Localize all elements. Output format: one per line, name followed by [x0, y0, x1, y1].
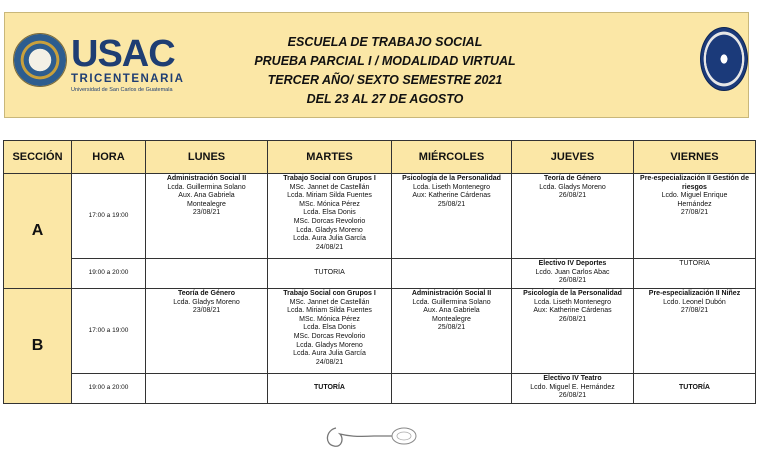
school-emblem-icon — [700, 27, 748, 91]
cell-line: Lcdo. Miguel Enrique — [661, 192, 728, 200]
cell-date: 24/08/21 — [315, 358, 344, 366]
col-seccion: SECCIÓN — [4, 141, 72, 174]
cell-date: 27/08/21 — [680, 307, 709, 315]
cell-a-jueves — [512, 174, 634, 259]
schedule-table — [3, 140, 756, 404]
cell-line: Lcda. Gladys Moreno — [296, 226, 363, 234]
title-line-3: TERCER AÑO/ SEXTO SEMESTRE 2021 — [267, 73, 503, 87]
cell-line: Aux. Ana Gabriela — [178, 192, 235, 200]
cell-date: 23/08/21 — [192, 209, 221, 217]
cell-line: Lcdo. Miguel E. Hernández — [530, 383, 615, 391]
course-title: Psicología de la Personalidad — [402, 175, 501, 182]
cell-date: 26/08/21 — [558, 392, 587, 400]
course-title: Teoría de Género — [543, 175, 602, 182]
section-b-label: B — [4, 289, 72, 404]
document-title — [215, 33, 555, 109]
header-banner — [4, 12, 749, 118]
cell-line: Lcda. Guillermina Solano — [412, 298, 491, 306]
cell-line: Aux: Katherine Cárdenas — [533, 307, 612, 315]
tutoria-cell: TUTORIA — [268, 259, 392, 289]
col-martes: MARTES — [268, 141, 392, 174]
cell-date: 26/08/21 — [558, 315, 587, 323]
cell-empty — [392, 259, 512, 289]
cell-b-jueves — [512, 289, 634, 374]
col-hora: HORA — [72, 141, 146, 174]
course-title: Administración Social II — [166, 175, 247, 182]
cell-a-lunes — [146, 174, 268, 259]
cell-line: Montealegre — [187, 200, 226, 208]
col-lunes: LUNES — [146, 141, 268, 174]
cell-b-miercoles — [392, 289, 512, 374]
cell-date: 23/08/21 — [192, 307, 221, 315]
cell-b-martes — [268, 289, 392, 374]
table-header-row — [4, 141, 756, 174]
tutoria-cell: TUTORÍA — [268, 374, 392, 404]
course-title: Administración Social II — [411, 290, 492, 297]
cell-line: Lcda. Miriam Silda Fuentes — [287, 307, 372, 315]
cell-line: Lcda. Gladys Moreno — [296, 341, 363, 349]
cell-line: MSc. Dorcas Revolorio — [293, 217, 366, 225]
cell-date: 26/08/21 — [558, 277, 587, 285]
title-line-4: DEL 23 AL 27 DE AGOSTO — [306, 92, 464, 106]
cell-line: Lcda. Liseth Montenegro — [412, 183, 491, 191]
hour-cell: 19:00 a 20:00 — [72, 374, 146, 404]
course-title: Psicología de la Personalidad — [523, 290, 622, 297]
cell-line: Lcda. Aura Julia García — [293, 235, 366, 243]
cell-line: Lcdo. Leonel Dubón — [663, 298, 726, 306]
cell-line: MSc. Mónica Pérez — [299, 200, 360, 208]
tutoria-cell: TUTORIA — [634, 259, 756, 289]
cell-a-jueves-electivo — [512, 259, 634, 289]
section-a-label: A — [4, 174, 72, 289]
cell-empty — [146, 374, 268, 404]
cell-line: Lcda. Gladys Moreno — [539, 183, 606, 191]
cell-line: Hernández — [677, 200, 712, 208]
cell-line: Lcda. Miriam Silda Fuentes — [287, 192, 372, 200]
course-title: Electivo IV Teatro — [543, 375, 602, 382]
cell-empty — [392, 374, 512, 404]
cell-line: MSc. Jannet de Castellán — [289, 183, 370, 191]
cell-line: Lcda. Elsa Donis — [303, 324, 356, 332]
cell-line: MSc. Dorcas Revolorio — [293, 332, 366, 340]
cell-b-viernes — [634, 289, 756, 374]
col-miercoles: MIÉRCOLES — [392, 141, 512, 174]
cell-line: Lcda. Guillermina Solano — [167, 183, 246, 191]
table-row — [4, 289, 756, 374]
cell-b-jueves-electivo — [512, 374, 634, 404]
cell-b-lunes — [146, 289, 268, 374]
cell-line: MSc. Jannet de Castellán — [289, 298, 370, 306]
table-row — [4, 174, 756, 259]
cell-line: Lcdo. Juan Carlos Abac — [535, 268, 610, 276]
cell-line: Aux: Katherine Cárdenas — [412, 192, 491, 200]
cell-line: MSc. Mónica Pérez — [299, 315, 360, 323]
cell-date: 27/08/21 — [680, 209, 709, 217]
cell-date: 25/08/21 — [437, 200, 466, 208]
hour-cell: 19:00 a 20:00 — [72, 259, 146, 289]
cell-date: 26/08/21 — [558, 192, 587, 200]
course-title: Pre-especialización II Niñez — [648, 290, 741, 297]
university-seal-icon — [13, 33, 67, 87]
cell-line: Montealegre — [432, 315, 471, 323]
hour-cell: 17:00 a 19:00 — [72, 174, 146, 259]
cell-date: 25/08/21 — [437, 324, 466, 332]
table-row — [4, 259, 756, 289]
cell-line: Lcda. Gladys Moreno — [173, 298, 240, 306]
course-title: Pre-especialización II Gestión de riesgos — [640, 175, 749, 191]
cell-a-martes — [268, 174, 392, 259]
cell-date: 24/08/21 — [315, 243, 344, 251]
course-title: Teoría de Género — [177, 290, 236, 297]
cell-a-viernes — [634, 174, 756, 259]
col-viernes: VIERNES — [634, 141, 756, 174]
tricentenaria-text: TRICENTENARIA — [71, 73, 185, 85]
signature-stamp-icon — [322, 420, 420, 454]
cell-a-miercoles — [392, 174, 512, 259]
hour-cell: 17:00 a 19:00 — [72, 289, 146, 374]
title-line-1: ESCUELA DE TRABAJO SOCIAL — [287, 35, 483, 49]
course-title: Trabajo Social con Grupos I — [283, 290, 376, 297]
tutoria-cell: TUTORÍA — [634, 374, 756, 404]
title-line-2: PRUEBA PARCIAL I / MODALIDAD VIRTUAL — [254, 54, 516, 68]
course-title: Electivo IV Deportes — [538, 260, 607, 267]
cell-line: Lcda. Aura Julia García — [293, 350, 366, 358]
table-row — [4, 374, 756, 404]
university-name-text: Universidad de San Carlos de Guatemala — [71, 87, 173, 93]
col-jueves: JUEVES — [512, 141, 634, 174]
course-title: Trabajo Social con Grupos I — [283, 175, 376, 182]
cell-line: Lcda. Elsa Donis — [303, 209, 356, 217]
cell-line: Aux. Ana Gabriela — [423, 307, 480, 315]
cell-empty — [146, 259, 268, 289]
cell-line: Lcda. Liseth Montenegro — [533, 298, 612, 306]
usac-logo-text: USAC — [71, 33, 175, 75]
